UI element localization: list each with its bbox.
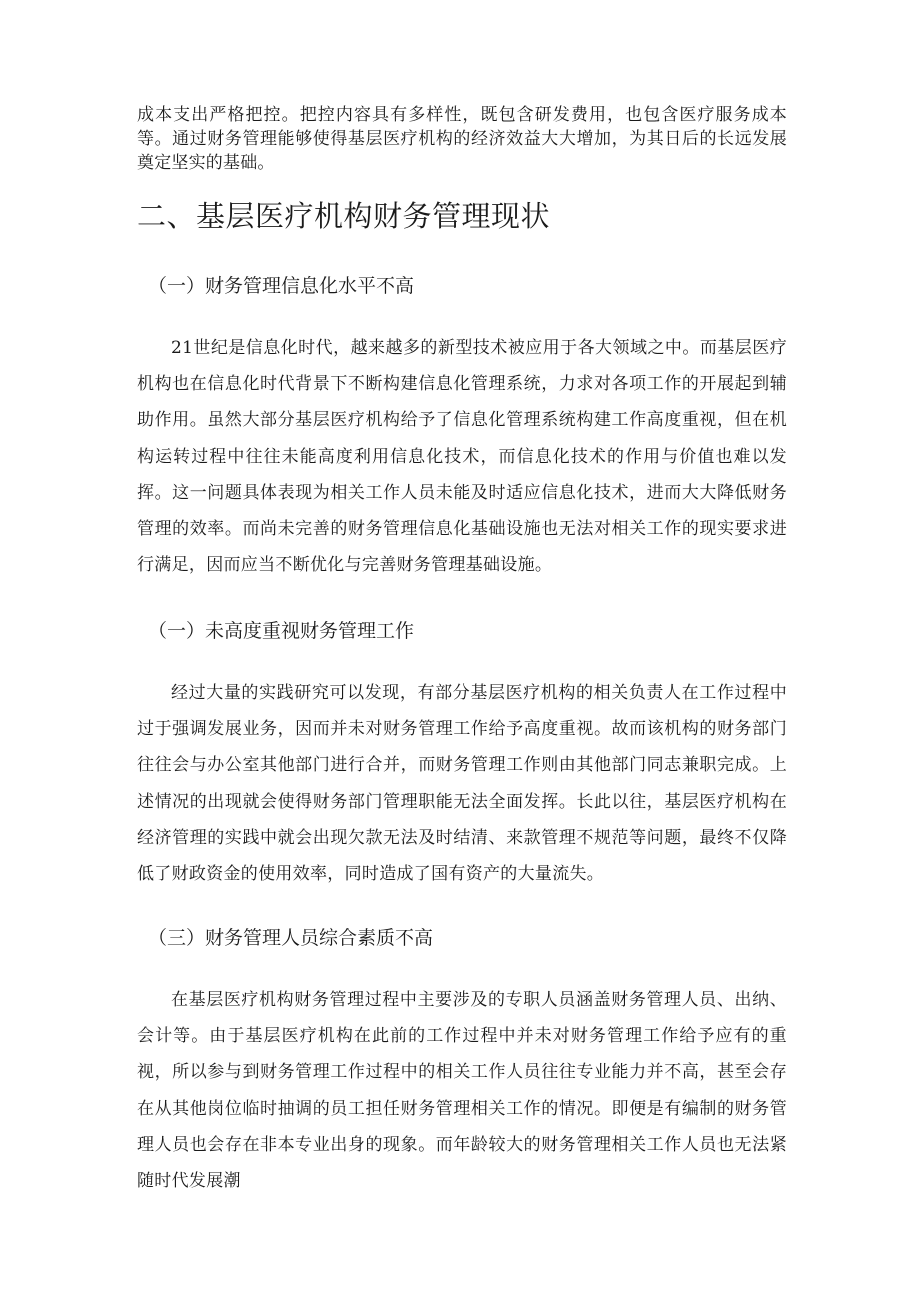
section-title: 二、基层医疗机构财务管理现状 [137, 199, 551, 233]
subsection-heading-1: （一）财务管理信息化水平不高 [148, 275, 415, 297]
intro-text: 成本支出严格把控。把控内容具有多样性，既包含研发费用，也包含医疗服务成本等。通过财务管理能够使得基层医疗机构的经济效益大大增加，为其日后的长远发展奠定坚实的基础。 [137, 105, 787, 173]
subsection-paragraph-3: 在基层医疗机构财务管理过程中主要涉及的专职人员涵盖财务管理人员、出纳、会计等。由于基层医疗机构在此前的工作过程中并未对财务管理工作给予应有的重视，所以参与到财务管理工作过程中的相关工作人员往往专业能力并不高，甚至会存在从其他岗位临时抽调的员工担任财务管理相关工作的情况。即便是有编制的财务管理人员也会存在非本专业出身的现象。而年龄较大的财务管理相关工作人员也无法紧随时代发展潮 [137, 990, 787, 1192]
subsection-paragraph-1: 21世纪是信息化时代，越来越多的新型技术被应用于各大领域之中。而基层医疗机构也在信息化时代背景下不断构建信息化管理系统，力求对各项工作的开展起到辅助作用。虽然大部分基层医疗机构给予了信息化管理系统构建工作高度重视，但在机构运转过程中往往未能高度利用信息化技术，而信息化技术的作用与价值也难以发挥。这一问题具体表现为相关工作人员未能及时适应信息化技术，进而大大降低财务管理的效率。而尚未完善的财务管理信息化基础设施也无法对相关工作的现实要求进行满足，因而应当不断优化与完善财务管理基础设施。 [137, 338, 787, 576]
intro-paragraph [137, 103, 787, 175]
subsection-heading-2: （一）未高度重视财务管理工作 [148, 620, 415, 642]
subsection-heading-3: （三）财务管理人员综合素质不高 [148, 927, 434, 949]
subsection-paragraph-2: 经过大量的实践研究可以发现，有部分基层医疗机构的相关负责人在工作过程中过于强调发展业务，因而并未对财务管理工作给予高度重视。故而该机构的财务部门往往会与办公室其他部门进行合并，而财务管理工作则由其他部门同志兼职完成。上述情况的出现就会使得财务部门管理职能无法全面发挥。长此以往，基层医疗机构在经济管理的实践中就会出现欠款无法及时结清、来款管理不规范等问题，最终不仅降低了财政资金的使用效率，同时造成了国有资产的大量流失。 [137, 683, 787, 885]
